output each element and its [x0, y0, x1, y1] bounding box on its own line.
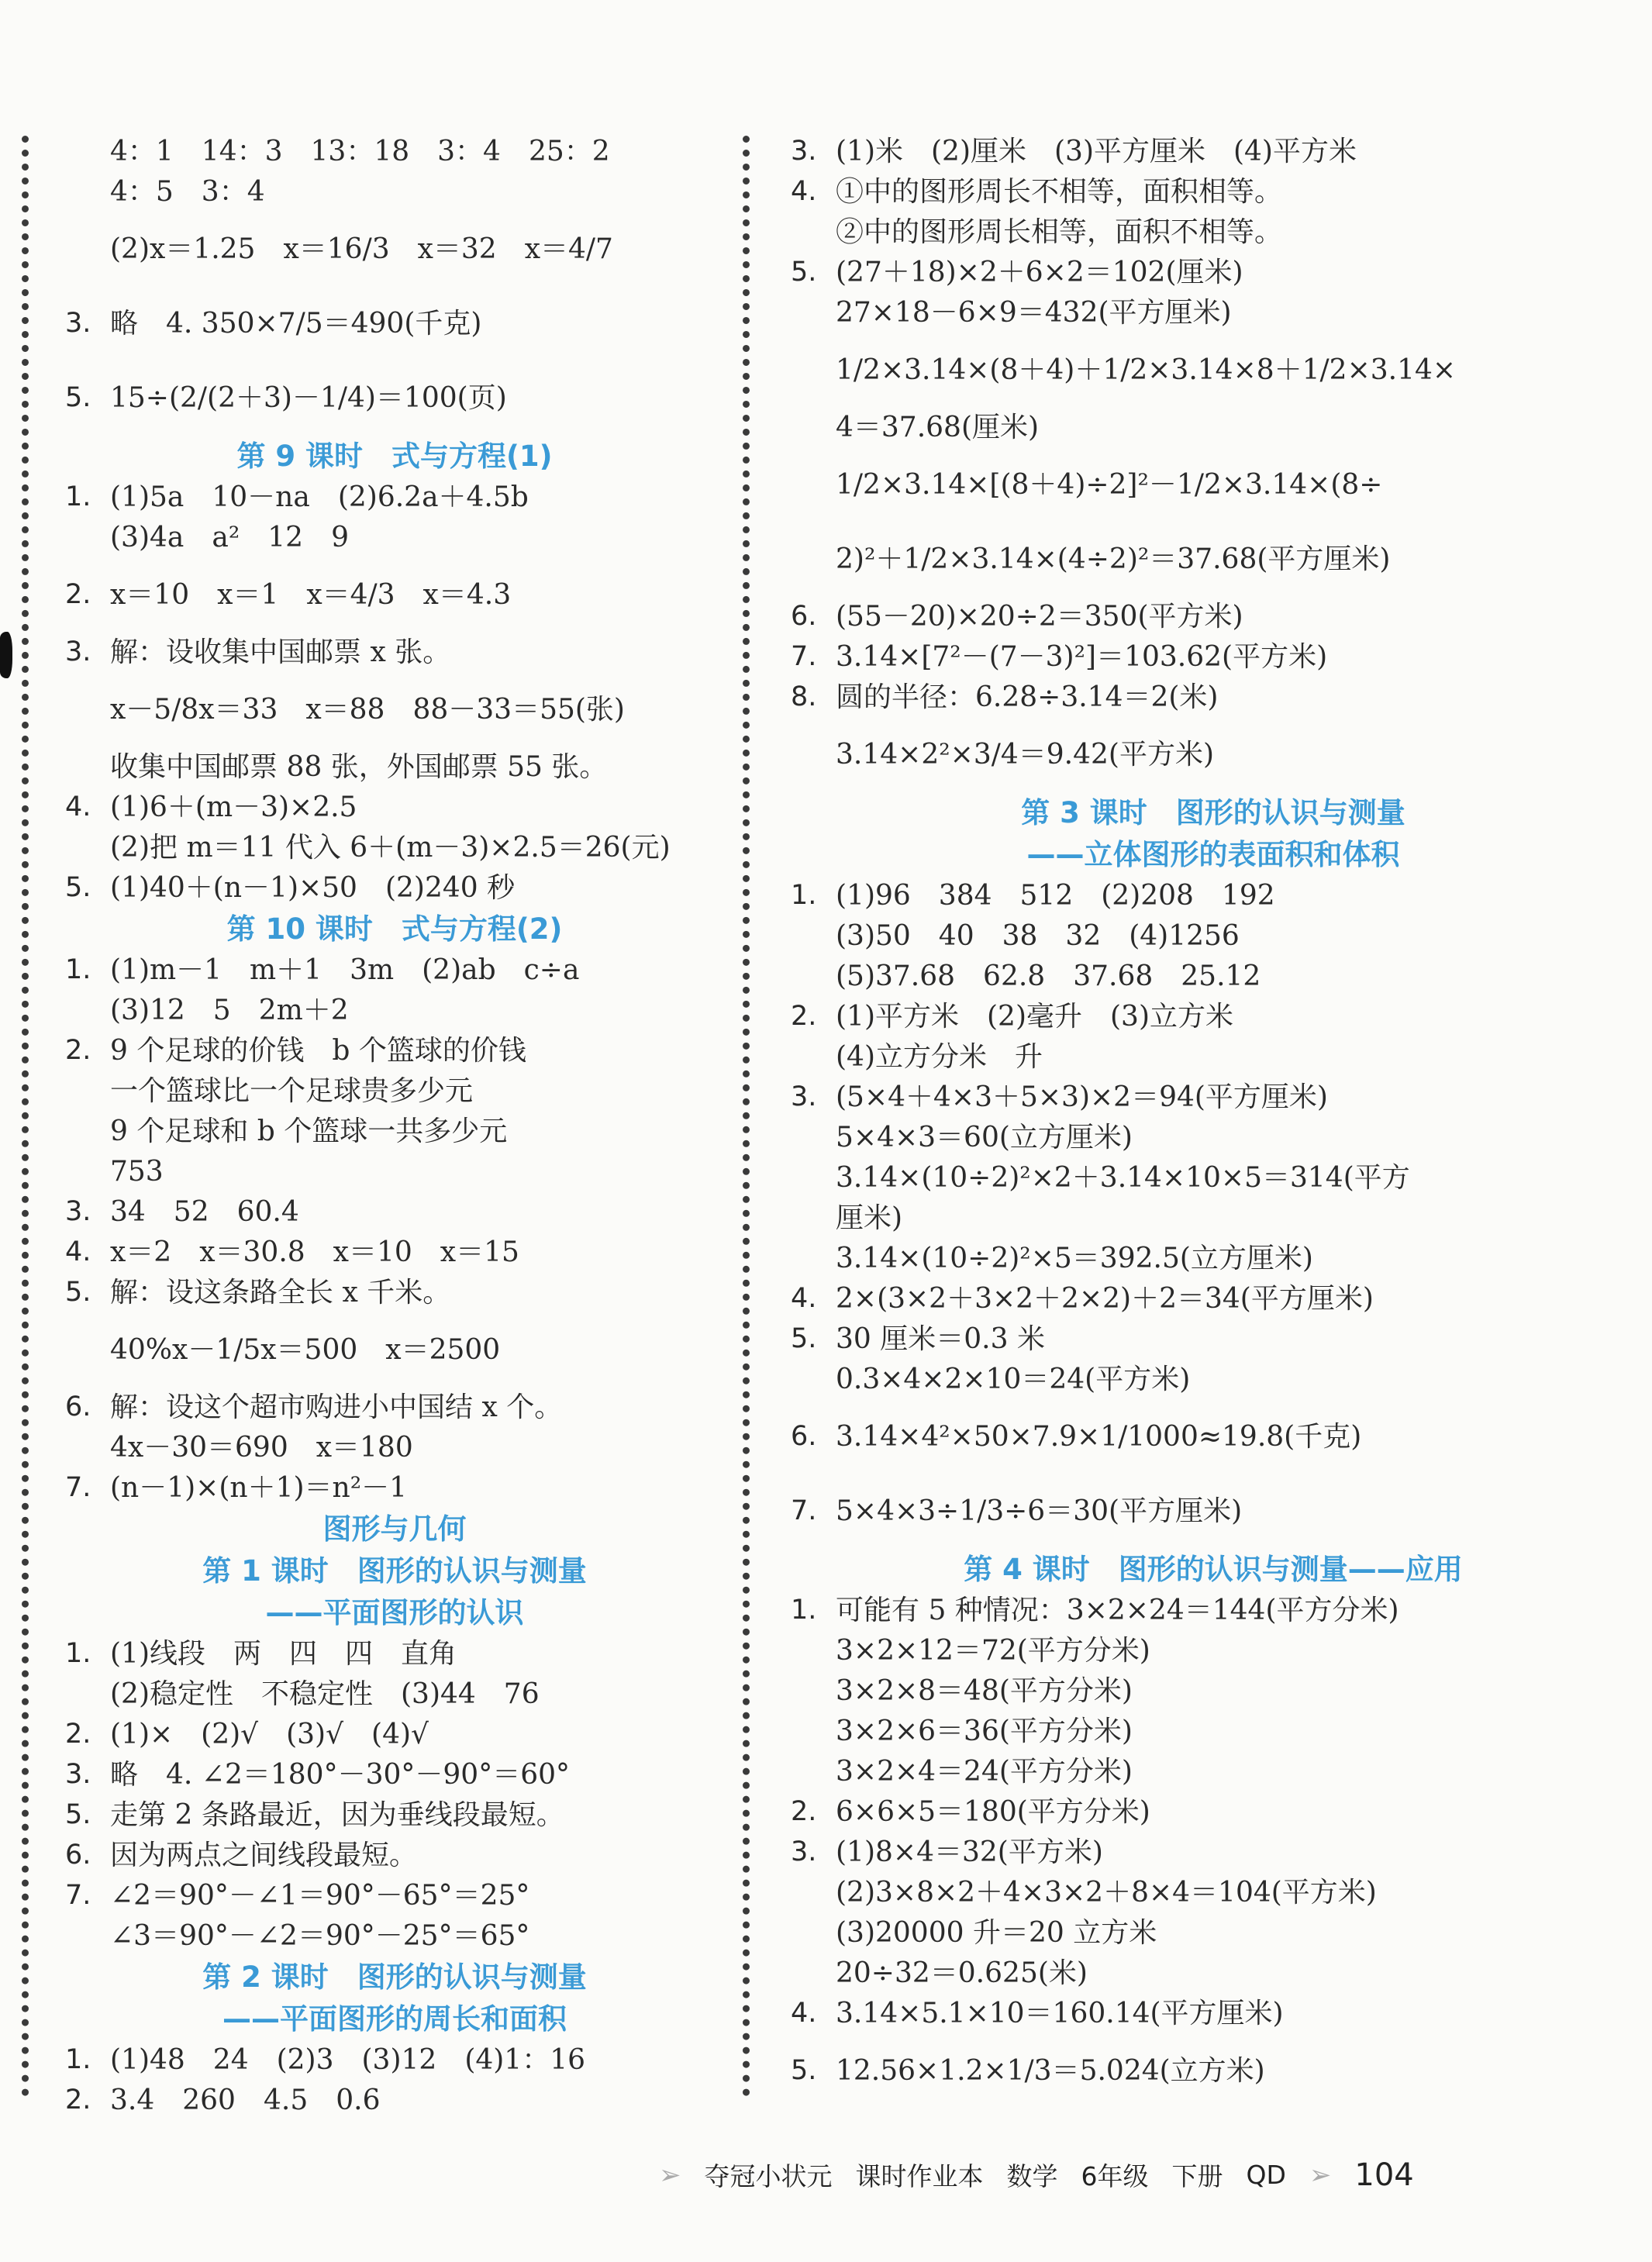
answer-text: 3×2×6＝36(平方分米) — [836, 1715, 1133, 1747]
question-number: 5. — [791, 2055, 817, 2087]
answer-line — [65, 287, 724, 361]
question-number: 3. — [791, 1081, 817, 1113]
answer-line — [65, 788, 724, 828]
answer-text: (1)40＋(n－1)×50 (2)240 秒 — [110, 871, 516, 904]
answer-line — [65, 1313, 724, 1388]
question-number: 3. — [65, 1759, 91, 1791]
answer-line — [791, 1671, 1636, 1712]
left-dotted-margin — [22, 136, 29, 2097]
answer-text: 753 — [110, 1155, 164, 1188]
section-heading: 第 1 课时 图形的认识与测量 — [202, 1554, 587, 1588]
question-number: 6. — [65, 1391, 91, 1423]
answer-line — [65, 1273, 724, 1313]
answer-line — [791, 1158, 1636, 1198]
question-number: 7. — [65, 1472, 91, 1504]
answer-line — [791, 1792, 1636, 1833]
section-heading: 第 2 课时 图形的认识与测量 — [202, 1960, 587, 1994]
question-number: 6. — [791, 1421, 817, 1453]
question-number: 6. — [791, 601, 817, 633]
answer-line — [65, 747, 724, 788]
answer-line — [65, 1112, 724, 1152]
answer-line — [791, 1319, 1636, 1360]
answer-line — [791, 916, 1636, 957]
answer-text: 5×4×3÷1/3÷6＝30(平方厘米) — [836, 1495, 1243, 1527]
question-number: 7. — [65, 1880, 91, 1912]
answer-text: (4)立方分米 升 — [836, 1040, 1043, 1073]
answer-text: 解：设这个超市购进小中国结 x 个。 — [110, 1391, 563, 1423]
answer-line — [791, 1833, 1636, 1873]
answer-text: 可能有 5 种情况：3×2×24＝144(平方分米) — [836, 1594, 1399, 1626]
answer-line — [791, 1279, 1636, 1319]
footer-grade: 6年级 — [1081, 2161, 1149, 2191]
answer-text: (1)48 24 (2)3 (3)12 (4)1：16 — [110, 2043, 586, 2076]
footer-arrow-icon: ➢ — [659, 2159, 681, 2191]
answer-line — [791, 1873, 1636, 1913]
page-footer — [659, 2157, 1434, 2193]
answer-text: 解：设这条路全长 x 千米。 — [110, 1276, 451, 1309]
answer-text: (27＋18)×2＋6×2＝102(厘米) — [836, 256, 1243, 288]
answer-text: 4：1 14：3 13：18 3：4 25：2 — [110, 135, 610, 167]
answer-line — [791, 1198, 1636, 1239]
answer-text: (3)12 5 2m＋2 — [110, 994, 349, 1026]
center-dotted-divider — [743, 136, 750, 2097]
answer-text: 6×6×5＝180(平方分米) — [836, 1795, 1150, 1828]
answer-text: ∠3＝90°－∠2＝90°－25°＝65° — [110, 1919, 530, 1952]
answer-line — [65, 1836, 724, 1876]
question-number: 5. — [791, 1323, 817, 1355]
section-heading: 第 10 课时 式与方程(2) — [226, 912, 563, 946]
answer-line — [791, 1913, 1636, 1953]
footer-subject: 数学 — [1006, 2161, 1058, 2191]
answer-line — [791, 678, 1636, 718]
answer-text: (3)4a a² 12 9 — [110, 521, 349, 553]
answer-text: (1)线段 两 四 四 直角 — [110, 1637, 457, 1670]
answer-text: x－5/8x＝33 x＝88 88－33＝55(张) — [110, 693, 625, 726]
answer-line — [65, 212, 724, 287]
footer-book: 课时作业本 — [855, 2161, 984, 2191]
answer-line — [791, 637, 1636, 678]
answer-line — [65, 1192, 724, 1233]
answer-line — [65, 172, 724, 212]
answer-line — [65, 2040, 724, 2081]
answer-text: (1)6＋(m－3)×2.5 — [110, 791, 357, 823]
question-number: 4. — [791, 1283, 817, 1315]
question-number: 1. — [65, 481, 91, 513]
answer-text: 3.14×2²×3/4＝9.42(平方米) — [836, 738, 1215, 771]
answer-text: 略 4. ∠2＝180°－30°－90°＝60° — [110, 1758, 570, 1791]
answer-text: 40%x－1/5x＝500 x＝2500 — [110, 1333, 501, 1366]
answer-line — [65, 1071, 724, 1112]
question-number: 5. — [791, 257, 817, 288]
question-number: 6. — [65, 1840, 91, 1871]
answer-text: (2)3×8×2＋4×3×2＋8×4＝104(平方米) — [836, 1876, 1377, 1909]
answer-text: (5)37.68 62.8 37.68 25.12 — [836, 960, 1261, 992]
answer-line — [65, 518, 724, 558]
answer-line — [791, 333, 1636, 408]
answer-line — [791, 1078, 1636, 1118]
answer-line — [65, 132, 724, 172]
answer-text: (1)米 (2)厘米 (3)平方厘米 (4)平方米 — [836, 135, 1357, 167]
answer-line — [791, 1400, 1636, 1474]
answer-text: 厘米) — [836, 1202, 903, 1234]
section-heading: ——平面图形的周长和面积 — [222, 2002, 567, 2036]
section-heading: ——立体图形的表面积和体积 — [1026, 838, 1400, 871]
answer-line — [65, 673, 724, 747]
answer-text: 27×18－6×9＝432(平方厘米) — [836, 296, 1232, 329]
question-number: 1. — [65, 2044, 91, 2076]
answer-line — [65, 2081, 724, 2121]
answer-text: ∠2＝90°－∠1＝90°－65°＝25° — [110, 1879, 530, 1912]
answer-line — [65, 950, 724, 991]
section-heading: 第 9 课时 式与方程(1) — [236, 440, 553, 473]
question-number: 2. — [65, 2084, 91, 2116]
answer-text: (3)20000 升＝20 立方米 — [836, 1916, 1157, 1949]
answer-line — [65, 1031, 724, 1071]
answer-text: 0.3×4×2×10＝24(平方米) — [836, 1363, 1191, 1395]
answer-text: 9 个足球和 b 个篮球一共多少元 — [110, 1115, 508, 1147]
question-number: 4. — [65, 791, 91, 823]
answer-line — [65, 1388, 724, 1428]
answer-text: (1)× (2)√ (3)√ (4)√ — [110, 1718, 429, 1750]
answer-text: 1/2×3.14×[(8＋4)÷2]²－1/2×3.14×(8÷ — [836, 468, 1383, 501]
question-number: 2. — [791, 1001, 817, 1033]
answer-text: (2)把 m＝11 代入 6＋(m－3)×2.5＝26(元) — [110, 831, 671, 864]
answer-line — [791, 876, 1636, 916]
answer-text: ①中的图形周长不相等，面积相等。 — [836, 175, 1283, 208]
answer-line — [65, 1674, 724, 1715]
answer-text: x＝10 x＝1 x＝4/3 x＝4.3 — [110, 578, 512, 611]
answer-line — [791, 132, 1636, 172]
question-number: 1. — [65, 954, 91, 986]
answer-text: 3.14×(10÷2)²×5＝392.5(立方厘米) — [836, 1242, 1313, 1274]
answer-text: 一个篮球比一个足球贵多少元 — [110, 1074, 474, 1107]
answer-text: 4＝37.68(厘米) — [836, 411, 1040, 443]
answer-line — [65, 478, 724, 518]
answer-text: (1)96 384 512 (2)208 192 — [836, 879, 1275, 912]
scan-ink-mark — [0, 632, 12, 678]
question-number: 7. — [791, 641, 817, 673]
answer-text: 12.56×1.2×1/3＝5.024(立方米) — [836, 2054, 1265, 2087]
answer-text: (1)8×4＝32(平方米) — [836, 1836, 1103, 1868]
answer-text: x＝2 x＝30.8 x＝10 x＝15 — [110, 1236, 519, 1268]
answer-text: (5×4＋4×3＋5×3)×2＝94(平方厘米) — [836, 1081, 1328, 1113]
answer-line — [65, 1634, 724, 1674]
answer-line — [65, 1428, 724, 1468]
answer-line — [65, 1795, 724, 1836]
question-number: 8. — [791, 681, 817, 713]
answer-text: 9 个足球的价钱 b 个篮球的价钱 — [110, 1034, 526, 1067]
answer-line — [791, 718, 1636, 792]
answer-text: 4：5 3：4 — [110, 175, 265, 208]
answer-text: 20÷32＝0.625(米) — [836, 1957, 1088, 1989]
answer-line — [65, 361, 724, 436]
question-number: 2. — [791, 1796, 817, 1828]
answer-text: 4x－30＝690 x＝180 — [110, 1431, 413, 1464]
question-number: 7. — [791, 1495, 817, 1527]
right-answer-column — [791, 132, 1636, 2109]
answer-line — [791, 172, 1636, 212]
answer-line — [65, 1152, 724, 1192]
answer-text: 收集中国邮票 88 张，外国邮票 55 张。 — [110, 750, 608, 783]
question-number: 3. — [65, 1196, 91, 1228]
answer-text: 2×(3×2＋3×2＋2×2)＋2＝34(平方厘米) — [836, 1282, 1374, 1315]
answer-line — [65, 1876, 724, 1916]
answer-text: 1/2×3.14×(8＋4)＋1/2×3.14×8＋1/2×3.14× — [836, 353, 1457, 386]
answer-line — [791, 1994, 1636, 2034]
answer-line — [791, 212, 1636, 253]
answer-line — [65, 1715, 724, 1755]
answer-line — [791, 1631, 1636, 1671]
question-number: 4. — [65, 1236, 91, 1268]
answer-line — [65, 868, 724, 909]
footer-brand: 夺冠小状元 — [704, 2161, 833, 2191]
answer-text: 3×2×12＝72(平方分米) — [836, 1634, 1150, 1667]
question-number: 4. — [791, 1998, 817, 2029]
answer-line — [65, 1233, 724, 1273]
answer-line — [791, 1712, 1636, 1752]
answer-text: (3)50 40 38 32 (4)1256 — [836, 919, 1240, 952]
answer-text: 3.14×(10÷2)²×2＋3.14×10×5＝314(平方 — [836, 1161, 1410, 1194]
answer-text: (n－1)×(n＋1)＝n²－1 — [110, 1471, 408, 1504]
footer-volume: 下册 — [1171, 2161, 1223, 2191]
answer-line — [791, 1239, 1636, 1279]
answer-line — [791, 1752, 1636, 1792]
answer-line — [791, 597, 1636, 637]
answer-text: 3.14×5.1×10＝160.14(平方厘米) — [836, 1997, 1284, 2029]
question-number: 1. — [65, 1638, 91, 1670]
answer-line — [65, 633, 724, 673]
answer-text: (55－20)×20÷2＝350(平方米) — [836, 600, 1243, 633]
answer-line — [791, 1118, 1636, 1158]
answer-text: 圆的半径：6.28÷3.14＝2(米) — [836, 681, 1219, 713]
answer-text: (2)x＝1.25 x＝16/3 x＝32 x＝4/7 — [110, 233, 613, 265]
question-number: 3. — [791, 136, 817, 167]
answer-text: 34 52 60.4 — [110, 1195, 299, 1228]
answer-line — [791, 448, 1636, 522]
answer-text: (1)平方米 (2)毫升 (3)立方米 — [836, 1000, 1233, 1033]
answer-text: 3×2×8＝48(平方分米) — [836, 1674, 1133, 1707]
page-number: 104 — [1354, 2157, 1414, 2193]
answer-line — [791, 1360, 1636, 1400]
answer-text: 3×2×4＝24(平方分米) — [836, 1755, 1133, 1788]
answer-line — [65, 1916, 724, 1957]
answer-line — [791, 997, 1636, 1037]
answer-line — [791, 253, 1636, 293]
question-number: 5. — [65, 1799, 91, 1831]
answer-line — [791, 1953, 1636, 1994]
answer-text: ②中的图形周长相等，面积不相等。 — [836, 216, 1283, 248]
answer-line — [791, 408, 1636, 448]
answer-line — [791, 2034, 1636, 2109]
question-number: 4. — [791, 176, 817, 208]
answer-line — [65, 1755, 724, 1795]
answer-text: 略 4. 350×7/5＝490(千克) — [110, 307, 482, 340]
question-number: 1. — [791, 880, 817, 912]
answer-text: (1)5a 10－na (2)6.2a＋4.5b — [110, 481, 529, 513]
section-heading: 第 4 课时 图形的认识与测量——应用 — [964, 1553, 1463, 1586]
footer-edition: QD — [1246, 2160, 1286, 2190]
answer-text: 因为两点之间线段最短。 — [110, 1839, 418, 1871]
left-answer-column — [65, 132, 724, 2121]
answer-line — [65, 828, 724, 868]
answer-text: (2)稳定性 不稳定性 (3)44 76 — [110, 1678, 540, 1710]
question-number: 1. — [791, 1595, 817, 1626]
answer-line — [65, 1468, 724, 1509]
answer-text: 5×4×3＝60(立方厘米) — [836, 1121, 1133, 1153]
answer-text: 3.14×4²×50×7.9×1/1000≈19.8(千克) — [836, 1420, 1362, 1453]
footer-arrow-icon: ➢ — [1309, 2159, 1332, 2191]
answer-line — [791, 957, 1636, 997]
question-number: 5. — [65, 382, 91, 414]
answer-line — [65, 991, 724, 1031]
answer-text: 15÷(2/(2＋3)－1/4)＝100(页) — [110, 381, 507, 414]
answer-line — [791, 293, 1636, 333]
answer-text: (1)m－1 m＋1 3m (2)ab c÷a — [110, 953, 580, 986]
answer-line — [65, 558, 724, 633]
answer-text: 3.4 260 4.5 0.6 — [110, 2084, 381, 2116]
question-number: 5. — [65, 1277, 91, 1309]
section-heading: 第 3 课时 图形的认识与测量 — [1021, 796, 1405, 829]
question-number: 3. — [65, 636, 91, 668]
answer-line — [791, 1591, 1636, 1631]
question-number: 3. — [65, 308, 91, 340]
question-number: 2. — [65, 579, 91, 611]
question-number: 2. — [65, 1719, 91, 1750]
section-heading: 图形与几何 — [322, 1512, 467, 1546]
question-number: 2. — [65, 1035, 91, 1067]
answer-text: 解：设收集中国邮票 x 张。 — [110, 636, 451, 668]
answer-line — [791, 522, 1636, 597]
answer-text: 30 厘米＝0.3 米 — [836, 1322, 1045, 1355]
answer-line — [791, 1474, 1636, 1549]
answer-text: 走第 2 条路最近，因为垂线段最短。 — [110, 1798, 564, 1831]
answer-text: 3.14×[7²－(7－3)²]＝103.62(平方米) — [836, 640, 1328, 673]
answer-text: 2)²＋1/2×3.14×(4÷2)²＝37.68(平方厘米) — [836, 543, 1391, 575]
question-number: 5. — [65, 872, 91, 904]
question-number: 3. — [791, 1836, 817, 1868]
answer-line — [791, 1037, 1636, 1078]
section-heading: ——平面图形的认识 — [265, 1596, 524, 1629]
